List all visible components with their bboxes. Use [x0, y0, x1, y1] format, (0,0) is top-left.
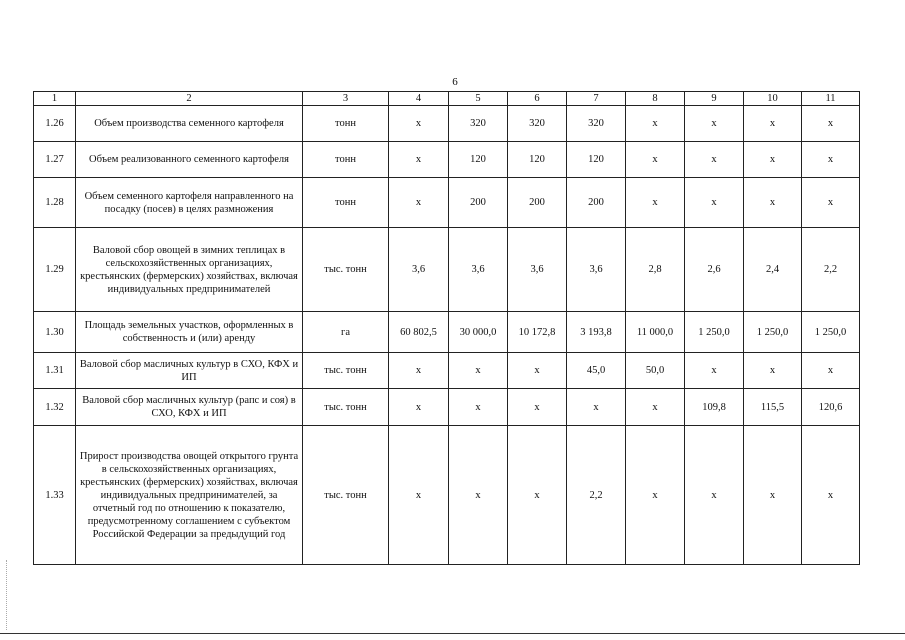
value-cell: 200 — [567, 178, 626, 228]
column-header-10: 10 — [744, 92, 802, 106]
value-cell: x — [389, 353, 449, 389]
value-cell: x — [626, 142, 685, 178]
table-body — [34, 106, 860, 565]
column-header-2: 2 — [76, 92, 303, 106]
value-cell: x — [744, 353, 802, 389]
column-header-11: 11 — [802, 92, 860, 106]
value-cell: 200 — [508, 178, 567, 228]
value-cell: 2,4 — [744, 228, 802, 312]
value-cell: x — [567, 389, 626, 426]
indicator-name: Объем производства семенного картофеля — [76, 106, 303, 142]
value-cell: x — [389, 142, 449, 178]
indicator-name: Валовой сбор масличных культур в СХО, КФХ и ИП — [76, 353, 303, 389]
value-cell: 3,6 — [389, 228, 449, 312]
unit-cell: га — [303, 312, 389, 353]
indicator-name: Валовой сбор масличных культур (рапс и соя) в СХО, КФХ и ИП — [76, 389, 303, 426]
column-header-6: 6 — [508, 92, 567, 106]
indicator-name: Объем реализованного семенного картофеля — [76, 142, 303, 178]
value-cell: x — [744, 142, 802, 178]
row-number: 1.32 — [34, 389, 76, 426]
value-cell: x — [802, 353, 860, 389]
column-header-5: 5 — [449, 92, 508, 106]
row-number: 1.26 — [34, 106, 76, 142]
table-row — [34, 142, 860, 178]
column-header-8: 8 — [626, 92, 685, 106]
indicator-name: Прирост производства овощей открытого грунта в сельскохозяйственных организациях, крестьянских (фермерских) хозяйствах, включая индивидуальных предпринимателей, за отчетный год по отношению к показателю, предусмотренному соглашением с субъектом Российской Федерации за предыдущий год — [76, 426, 303, 565]
unit-cell: тыс. тонн — [303, 228, 389, 312]
value-cell: x — [626, 389, 685, 426]
value-cell: 120 — [508, 142, 567, 178]
column-header-9: 9 — [685, 92, 744, 106]
value-cell: 1 250,0 — [685, 312, 744, 353]
column-header-1: 1 — [34, 92, 76, 106]
value-cell: 1 250,0 — [802, 312, 860, 353]
column-header-3: 3 — [303, 92, 389, 106]
value-cell: x — [802, 426, 860, 565]
row-number: 1.29 — [34, 228, 76, 312]
page-number: 6 — [452, 76, 458, 88]
value-cell: 120 — [567, 142, 626, 178]
value-cell: x — [626, 426, 685, 565]
table-row — [34, 389, 860, 426]
value-cell: 3,6 — [567, 228, 626, 312]
value-cell: 2,6 — [685, 228, 744, 312]
row-number: 1.27 — [34, 142, 76, 178]
value-cell: 320 — [449, 106, 508, 142]
value-cell: 50,0 — [626, 353, 685, 389]
value-cell: 120 — [449, 142, 508, 178]
value-cell: 2,2 — [567, 426, 626, 565]
value-cell: x — [449, 353, 508, 389]
value-cell: 45,0 — [567, 353, 626, 389]
table-row — [34, 228, 860, 312]
value-cell: x — [685, 353, 744, 389]
column-header-7: 7 — [567, 92, 626, 106]
value-cell: x — [802, 106, 860, 142]
unit-cell: тыс. тонн — [303, 389, 389, 426]
value-cell: 60 802,5 — [389, 312, 449, 353]
value-cell: 109,8 — [685, 389, 744, 426]
value-cell: x — [508, 353, 567, 389]
value-cell: 120,6 — [802, 389, 860, 426]
value-cell: 320 — [508, 106, 567, 142]
value-cell: 3,6 — [449, 228, 508, 312]
unit-cell: тонн — [303, 142, 389, 178]
table-row — [34, 426, 860, 565]
table-header — [34, 92, 860, 106]
value-cell: 320 — [567, 106, 626, 142]
scan-bottom-edge — [0, 633, 905, 634]
value-cell: x — [449, 389, 508, 426]
unit-cell: тыс. тонн — [303, 426, 389, 565]
unit-cell: тонн — [303, 106, 389, 142]
value-cell: x — [685, 178, 744, 228]
value-cell: x — [389, 106, 449, 142]
value-cell: 10 172,8 — [508, 312, 567, 353]
value-cell: x — [685, 426, 744, 565]
value-cell: 115,5 — [744, 389, 802, 426]
value-cell: 30 000,0 — [449, 312, 508, 353]
column-header-4: 4 — [389, 92, 449, 106]
value-cell: 3 193,8 — [567, 312, 626, 353]
unit-cell: тонн — [303, 178, 389, 228]
table-row — [34, 178, 860, 228]
table-row — [34, 312, 860, 353]
value-cell: x — [626, 106, 685, 142]
value-cell: x — [685, 106, 744, 142]
value-cell: x — [389, 426, 449, 565]
indicator-name: Валовой сбор овощей в зимних теплицах в сельскохозяйственных организациях, крестьянских (фермерских) хозяйствах, включая индивидуальных предпринимателей — [76, 228, 303, 312]
value-cell: x — [389, 178, 449, 228]
value-cell: 3,6 — [508, 228, 567, 312]
value-cell: 2,2 — [802, 228, 860, 312]
value-cell: x — [744, 426, 802, 565]
value-cell: 11 000,0 — [626, 312, 685, 353]
value-cell: x — [508, 389, 567, 426]
row-number: 1.30 — [34, 312, 76, 353]
value-cell: x — [626, 178, 685, 228]
value-cell: 1 250,0 — [744, 312, 802, 353]
value-cell: x — [508, 426, 567, 565]
indicator-name: Объем семенного картофеля направленного на посадку (посев) в целях размножения — [76, 178, 303, 228]
indicators-table — [33, 91, 860, 565]
header-row — [34, 92, 860, 106]
value-cell: x — [802, 142, 860, 178]
unit-cell: тыс. тонн — [303, 353, 389, 389]
value-cell: x — [744, 178, 802, 228]
table-row — [34, 353, 860, 389]
row-number: 1.28 — [34, 178, 76, 228]
value-cell: 2,8 — [626, 228, 685, 312]
value-cell: 200 — [449, 178, 508, 228]
indicator-name: Площадь земельных участков, оформленных в собственность и (или) аренду — [76, 312, 303, 353]
row-number: 1.31 — [34, 353, 76, 389]
value-cell: x — [389, 389, 449, 426]
row-number: 1.33 — [34, 426, 76, 565]
value-cell: x — [802, 178, 860, 228]
table-row — [34, 106, 860, 142]
value-cell: x — [685, 142, 744, 178]
value-cell: x — [744, 106, 802, 142]
scan-margin-mark — [6, 560, 8, 630]
value-cell: x — [449, 426, 508, 565]
